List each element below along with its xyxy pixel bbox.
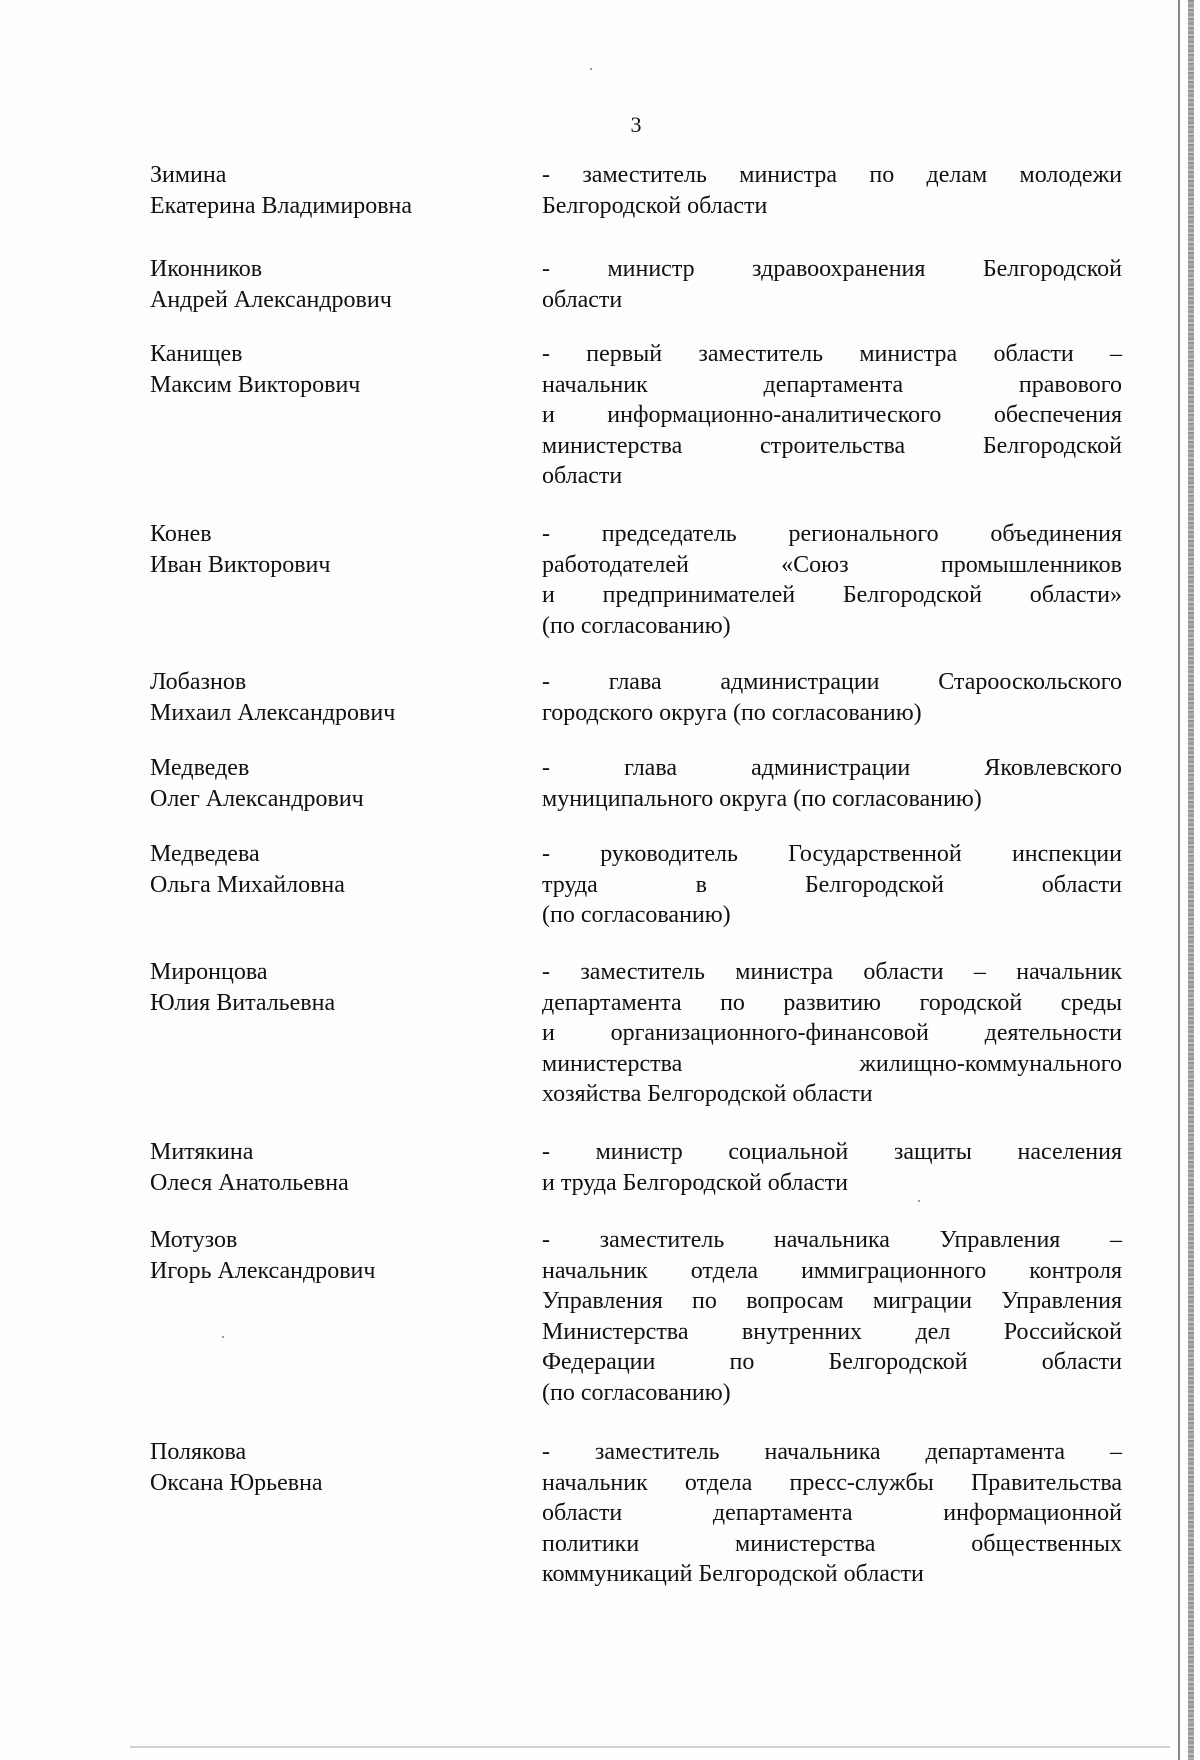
member-role bbox=[542, 1137, 1122, 1198]
member-given-names: Олеся Анатольевна bbox=[150, 1170, 349, 1196]
member-name bbox=[150, 339, 542, 401]
member-given-names: Ольга Михайловна bbox=[150, 872, 345, 898]
role-line: (по согласованию) bbox=[542, 612, 731, 639]
member-entry bbox=[150, 339, 1122, 519]
member-role bbox=[542, 254, 1122, 315]
role-line: и труда Белгородской области bbox=[542, 1169, 848, 1196]
role-line: коммуникаций Белгородской области bbox=[542, 1561, 924, 1587]
member-role bbox=[542, 519, 1122, 641]
member-name bbox=[150, 160, 542, 222]
member-role bbox=[542, 1437, 1122, 1590]
member-name bbox=[150, 1225, 542, 1287]
role-line: - председатель регионального объединения bbox=[542, 521, 1122, 547]
member-entry bbox=[150, 254, 1122, 339]
member-surname: Медведева bbox=[150, 841, 260, 867]
member-given-names: Михаил Александрович bbox=[150, 700, 396, 726]
member-given-names: Олег Александрович bbox=[150, 786, 364, 812]
role-line: области bbox=[542, 286, 623, 313]
role-line: и предпринимателей Белгородской области» bbox=[542, 582, 1122, 608]
member-given-names: Екатерина Владимировна bbox=[150, 193, 413, 219]
member-given-names: Игорь Александрович bbox=[150, 1258, 376, 1284]
role-line: - заместитель начальника департамента – bbox=[542, 1439, 1122, 1465]
member-surname: Медведев bbox=[150, 755, 250, 781]
member-name bbox=[150, 519, 542, 581]
member-surname: Полякова bbox=[150, 1439, 247, 1465]
role-line: и информационно-аналитического обеспечения bbox=[542, 402, 1122, 428]
member-name bbox=[150, 957, 542, 1019]
member-surname: Иконников bbox=[150, 256, 263, 282]
member-name bbox=[150, 254, 542, 316]
member-given-names: Юлия Витальевна bbox=[150, 990, 336, 1016]
member-entry bbox=[150, 667, 1122, 753]
role-line: Федерации по Белгородской области bbox=[542, 1349, 1122, 1375]
scan-speck bbox=[590, 68, 592, 70]
member-name bbox=[150, 753, 542, 815]
member-surname: Митякина bbox=[150, 1139, 254, 1165]
member-surname: Лобазнов bbox=[150, 669, 247, 695]
member-given-names: Андрей Александрович bbox=[150, 287, 392, 313]
role-line: - министр социальной защиты населения bbox=[542, 1139, 1122, 1165]
role-line: работодателей «Союз промышленников bbox=[542, 551, 1122, 578]
member-role bbox=[542, 839, 1122, 931]
member-role bbox=[542, 667, 1122, 728]
role-line: Министерства внутренних дел Российской bbox=[542, 1318, 1122, 1345]
member-surname: Мотузов bbox=[150, 1227, 238, 1253]
role-line: - глава администрации Яковлевского bbox=[542, 755, 1122, 781]
member-name bbox=[150, 839, 542, 901]
role-line: и организационного-финансовой деятельности bbox=[542, 1020, 1122, 1046]
member-surname: Конев bbox=[150, 521, 212, 547]
role-line: городского округа (по согласованию) bbox=[542, 699, 922, 726]
member-name bbox=[150, 1137, 542, 1199]
member-name bbox=[150, 1437, 542, 1499]
role-line: Управления по вопросам миграции Управления bbox=[542, 1288, 1122, 1314]
role-line: - руководитель Государственной инспекции bbox=[542, 841, 1122, 867]
member-given-names: Иван Викторович bbox=[150, 552, 331, 578]
role-line: (по согласованию) bbox=[542, 1379, 731, 1406]
member-given-names: Оксана Юрьевна bbox=[150, 1470, 323, 1496]
role-line: начальник отдела иммиграционного контроля bbox=[542, 1257, 1122, 1284]
role-line: - глава администрации Старооскольского bbox=[542, 669, 1122, 695]
page-number: 3 bbox=[630, 112, 642, 137]
role-line: труда в Белгородской области bbox=[542, 871, 1122, 898]
role-line: муниципального округа (по согласованию) bbox=[542, 785, 982, 812]
scan-edge-bottom bbox=[130, 1746, 1170, 1748]
member-given-names: Максим Викторович bbox=[150, 372, 361, 398]
member-entry bbox=[150, 839, 1122, 957]
role-line: - заместитель министра области – начальник bbox=[542, 959, 1122, 985]
scan-edge-shadow bbox=[1188, 0, 1194, 1760]
member-list bbox=[150, 160, 1122, 1597]
role-line: - заместитель министра по делам молодежи bbox=[542, 162, 1122, 188]
role-line: - заместитель начальника Управления – bbox=[542, 1227, 1122, 1253]
role-line: - министр здравоохранения Белгородской bbox=[542, 256, 1122, 282]
member-entry bbox=[150, 753, 1122, 839]
member-entry bbox=[150, 1437, 1122, 1597]
member-entry bbox=[150, 160, 1122, 254]
role-line: хозяйства Белгородской области bbox=[542, 1081, 873, 1107]
member-entry bbox=[150, 519, 1122, 667]
member-role bbox=[542, 160, 1122, 221]
scan-edge-line bbox=[1178, 0, 1180, 1760]
role-line: политики министерства общественных bbox=[542, 1530, 1122, 1557]
member-entry bbox=[150, 957, 1122, 1137]
role-line: начальник отдела пресс-службы Правительства bbox=[542, 1469, 1122, 1496]
member-surname: Зимина bbox=[150, 162, 227, 188]
member-name bbox=[150, 667, 542, 729]
role-line: Белгородской области bbox=[542, 192, 768, 219]
member-role bbox=[542, 753, 1122, 814]
role-line: (по согласованию) bbox=[542, 902, 731, 928]
role-line: министерства строительства Белгородской bbox=[542, 432, 1122, 459]
role-line: - первый заместитель министра области – bbox=[542, 341, 1122, 367]
member-entry bbox=[150, 1225, 1122, 1437]
member-role bbox=[542, 957, 1122, 1110]
member-entry bbox=[150, 1137, 1122, 1225]
member-role bbox=[542, 339, 1122, 492]
member-surname: Миронцова bbox=[150, 959, 268, 985]
role-line: начальник департамента правового bbox=[542, 371, 1122, 398]
member-role bbox=[542, 1225, 1122, 1408]
role-line: министерства жилищно-коммунального bbox=[542, 1050, 1122, 1077]
role-line: области bbox=[542, 463, 623, 489]
role-line: области департамента информационной bbox=[542, 1500, 1122, 1526]
role-line: департамента по развитию городской среды bbox=[542, 989, 1122, 1016]
member-surname: Канищев bbox=[150, 341, 243, 367]
